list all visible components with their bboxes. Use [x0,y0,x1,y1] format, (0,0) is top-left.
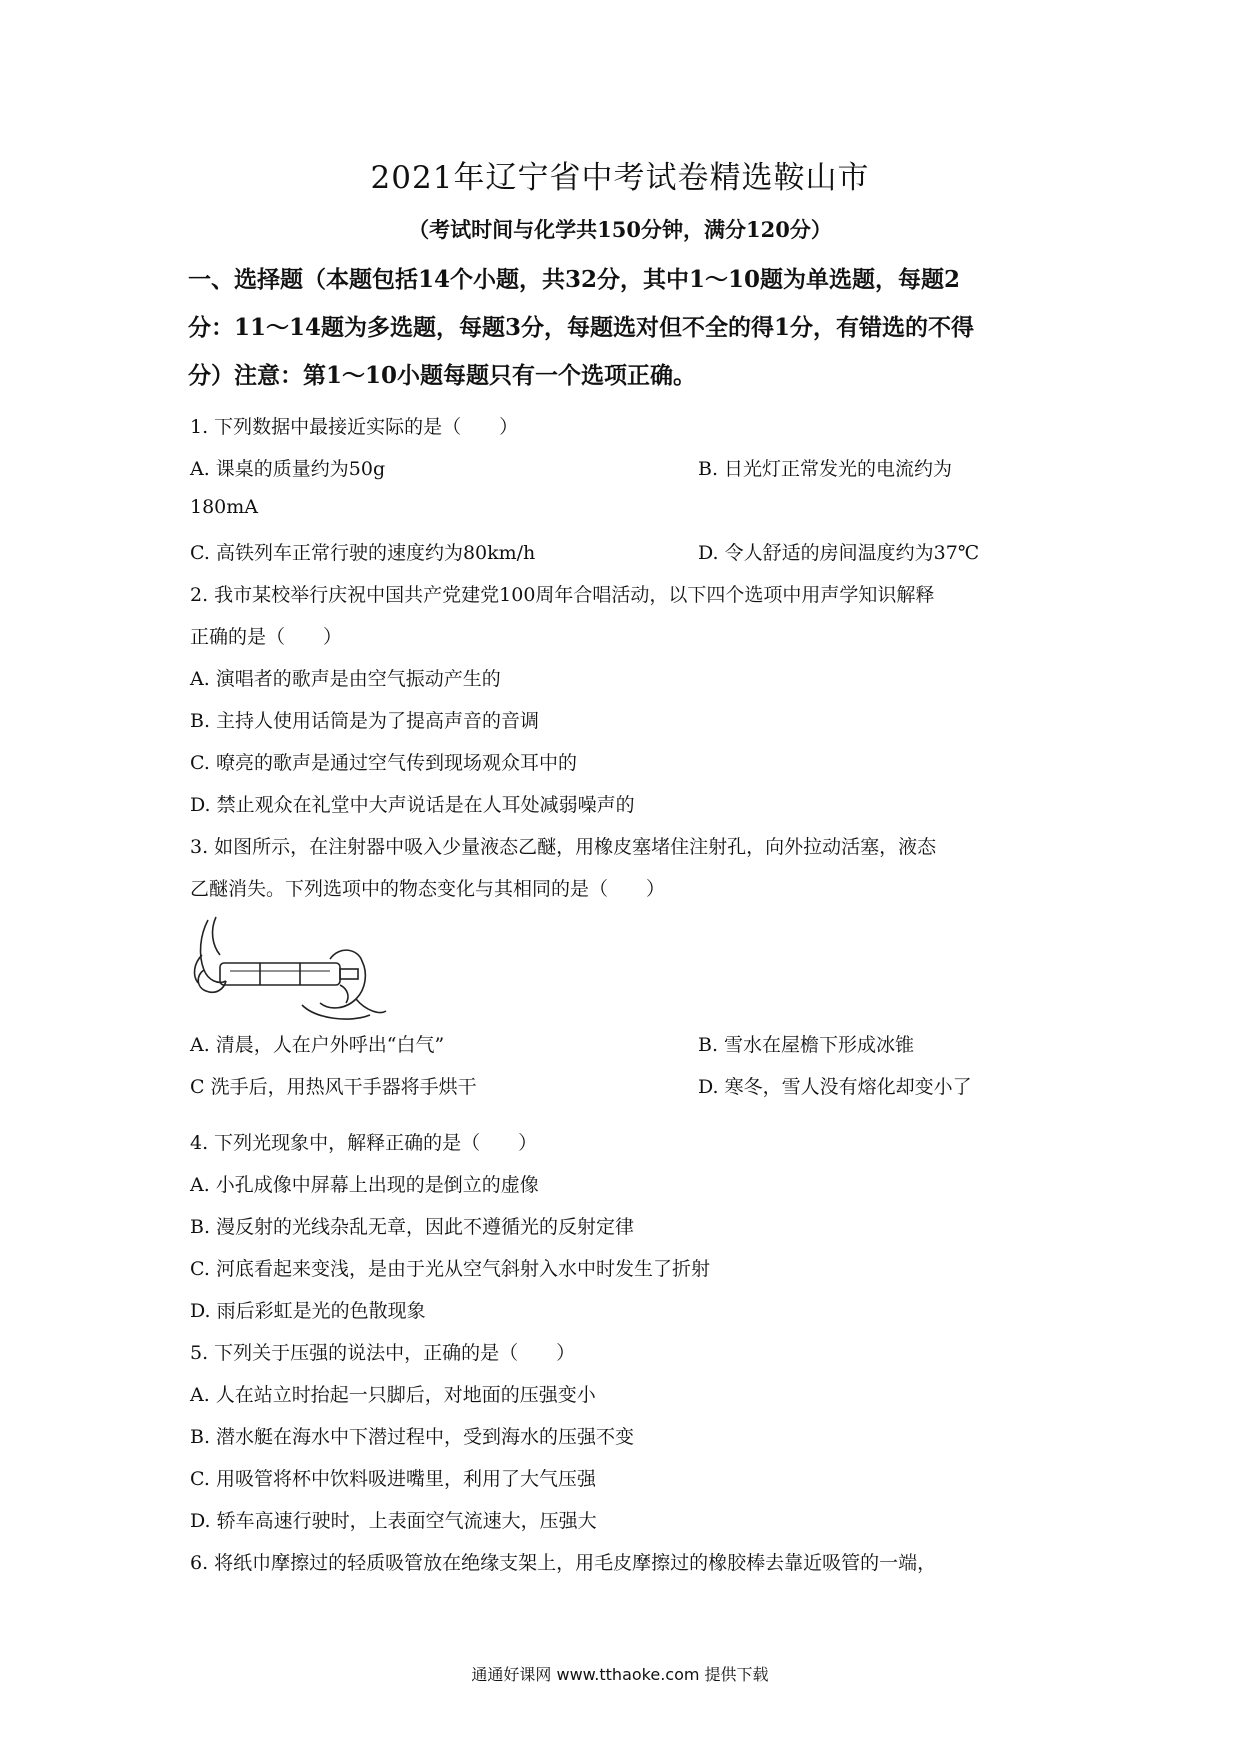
q4-option-a: A. 小孔成像中屏幕上出现的是倒立的虚像 [190,1174,539,1196]
section-heading-line: 分：11～14题为多选题，每题3分，每题选对但不全的得1分，有错选的不得 [188,314,975,341]
q5-stem: 5. 下列关于压强的说法中，正确的是（ ） [190,1342,576,1364]
section-heading [188,256,1068,400]
q4-option-b: B. 漫反射的光线杂乱无章，因此不遵循光的反射定律 [190,1216,635,1238]
q2-option-c: C. 嘹亮的歌声是通过空气传到现场观众耳中的 [190,752,577,774]
page-footer: 通通好课网 www.tthaoke.com 提供下载 [471,1665,769,1684]
q2-option-a: A. 演唱者的歌声是由空气振动产生的 [190,668,501,690]
q3-stem-line1: 3. 如图所示，在注射器中吸入少量液态乙醚，用橡皮塞堵住注射孔，向外拉动活塞，液态 [190,836,937,858]
section-heading-line: 分）注意：第1～10小题每题只有一个选项正确。 [188,362,697,389]
q4-option-c: C. 河底看起来变浅，是由于光从空气斜射入水中时发生了折射 [190,1258,710,1280]
q1-option-d: D. 令人舒适的房间温度约为37℃ [698,542,980,564]
q5-option-b: B. 潜水艇在海水中下潜过程中，受到海水的压强不变 [190,1426,635,1448]
q1-option-c: C. 高铁列车正常行驶的速度约为80km/h [190,542,536,564]
q2-option-d: D. 禁止观众在礼堂中大声说话是在人耳处减弱噪声的 [190,794,635,816]
q3-option-b: B. 雪水在屋檐下形成冰锥 [698,1034,915,1056]
page-title: 2021年辽宁省中考试卷精选鞍山市 [370,160,870,196]
q4-option-d: D. 雨后彩虹是光的色散现象 [190,1300,426,1322]
q3-option-c: C 洗手后，用热风干手器将手烘干 [190,1076,477,1098]
q2-option-b: B. 主持人使用话筒是为了提高声音的音调 [190,710,540,732]
q1-option-a: A. 课桌的质量约为50g [190,458,386,480]
q5-option-a: A. 人在站立时抬起一只脚后，对地面的压强变小 [190,1384,596,1406]
q5-option-d: D. 轿车高速行驶时，上表面空气流速大，压强大 [190,1510,597,1532]
q2-stem-line2: 正确的是（ ） [190,626,343,648]
q1-option-b-cont: 180mA [190,496,259,518]
section-heading-line: 一、选择题（本题包括14个小题，共32分，其中1～10题为单选题，每题2 [188,266,961,293]
q1-option-b: B. 日光灯正常发光的电流约为 [698,458,953,480]
q5-option-c: C. 用吸管将杯中饮料吸进嘴里，利用了大气压强 [190,1468,596,1490]
q1-stem: 1. 下列数据中最接近实际的是（ ） [190,416,519,438]
q3-option-a: A. 清晨，人在户外呼出“白气” [190,1034,445,1056]
q2-stem-line1: 2. 我市某校举行庆祝中国共产党建党100周年合唱活动，以下四个选项中用声学知识解释 [190,584,935,606]
page-subtitle: （考试时间与化学共150分钟，满分120分） [408,217,832,242]
q6-stem: 6. 将纸巾摩擦过的轻质吸管放在绝缘支架上，用毛皮摩擦过的橡胶棒去靠近吸管的一端， [190,1552,937,1574]
syringe-with-hands-illustration [190,915,390,1030]
q4-stem: 4. 下列光现象中，解释正确的是（ ） [190,1132,538,1154]
q3-stem-line2: 乙醚消失。下列选项中的物态变化与其相同的是（ ） [190,878,666,900]
q3-option-d: D. 寒冬，雪人没有熔化却变小了 [698,1076,972,1098]
